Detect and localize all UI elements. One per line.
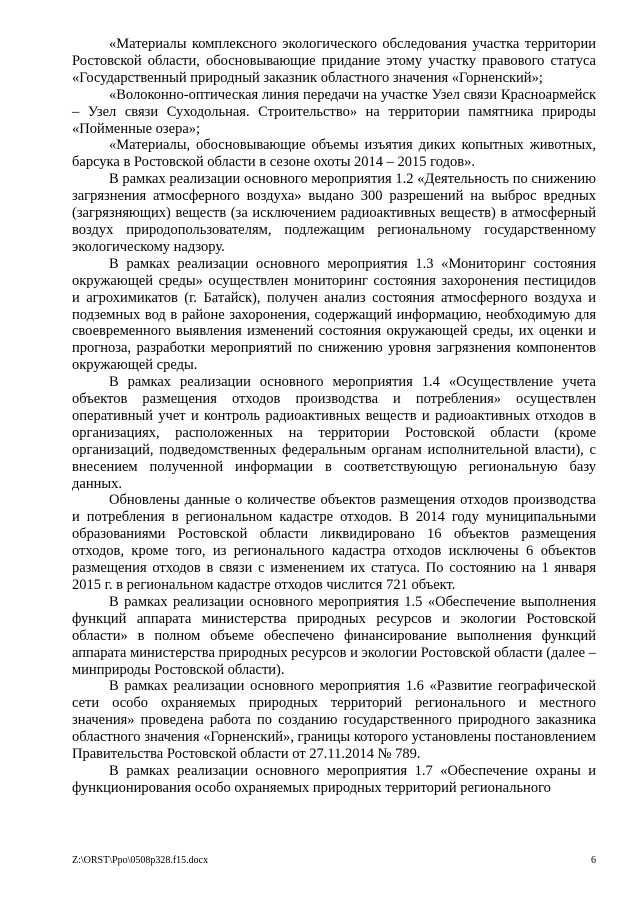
paragraph-measure-1-7: В рамках реализации основного мероприятия 1.7 «Обеспечение охраны и функционирования особо охраняемых природных территорий регионального	[72, 762, 596, 796]
paragraph-hunting-quotas: «Материалы, обосновывающие объемы изъятия диких копытных животных, барсука в Ростовской области в сезоне охоты 2014 – 2015 годов».	[72, 137, 596, 171]
paragraph-measure-1-5: В рамках реализации основного мероприятия 1.5 «Обеспечение выполнения функций аппарата министерства природных ресурсов и экологии Ростовской области» в полном объеме обеспечено финансирование выполнения функций аппарата министерства природных ресурсов и экологии Ростовской области (далее – минприроды Ростовской области).	[72, 593, 596, 678]
paragraph-measure-1-4: В рамках реализации основного мероприятия 1.4 «Осуществление учета объектов размещения отходов производства и потребления» осуществлен оперативный учет и контроль радиоактивных веществ и радиоактивных отходов в организациях, расположенных на территории Ростовской области (кроме организаций, подведомственных федеральным органам исполнительной власти), с внесением полученной информации в соответствующую региональную базу данных.	[72, 374, 596, 492]
paragraph-measure-1-3: В рамках реализации основного мероприятия 1.3 «Мониторинг состояния окружающей среды» осуществлен мониторинг состояния захоронения пестицидов и агрохимикатов (г. Батайск), получен анализ состояния атмосферного воздуха и подземных вод в районе захоронения, содержащий информацию, необходимую для своевременного выявления изменений состояния окружающей среды, их оценки и прогноза, разработки мероприятий по снижению уровня загрязнения компонентов окружающей среды.	[72, 255, 596, 374]
paragraph-waste-cadastre: Обновлены данные о количестве объектов размещения отходов производства и потребления в региональном кадастре отходов. В 2014 году муниципальными образованиями Ростовской области ликвидировано 16 объектов размещения отходов, кроме того, из регионального кадастра отходов исключены 6 объектов размещения отходов в связи с изменением их статуса. По состоянию на 1 января 2015 г. в региональном кадастре отходов числится 721 объект.	[72, 492, 596, 593]
paragraph-materials-survey: «Материалы комплексного экологического обследования участка территории Ростовской области, обосновывающие придание этому участку правового статуса «Государственный природный заказник областного значения «Горненский»;	[72, 36, 596, 86]
paragraph-fiber-optic-line: «Волоконно-оптическая линия передачи на участке Узел связи Красноармейск – Узел связи Суходольная. Строительство» на территории памятника природы «Пойменные озера»;	[72, 86, 596, 137]
page-number: 6	[591, 855, 596, 866]
paragraph-measure-1-6: В рамках реализации основного мероприятия 1.6 «Развитие географической сети особо охраняемых природных территорий регионального и местного значения» проведена работа по созданию государственного природного заказника областного значения «Горненский», границы которого установлены постановлением Правительства Ростовской области от 27.11.2014 № 789.	[72, 678, 596, 763]
footer-file-path: Z:\ORST\Ppo\0508p328.f15.docx	[72, 855, 209, 866]
page-footer	[72, 855, 596, 867]
paragraph-measure-1-2: В рамках реализации основного мероприятия 1.2 «Деятельность по снижению загрязнения атмосферного воздуха» выдано 300 разрешений на выброс вредных (загрязняющих) веществ (за исключением радиоактивных веществ) в атмосферный воздух природопользователям, подлежащим региональному государственному экологическому надзору.	[72, 171, 596, 255]
document-body	[72, 36, 596, 797]
